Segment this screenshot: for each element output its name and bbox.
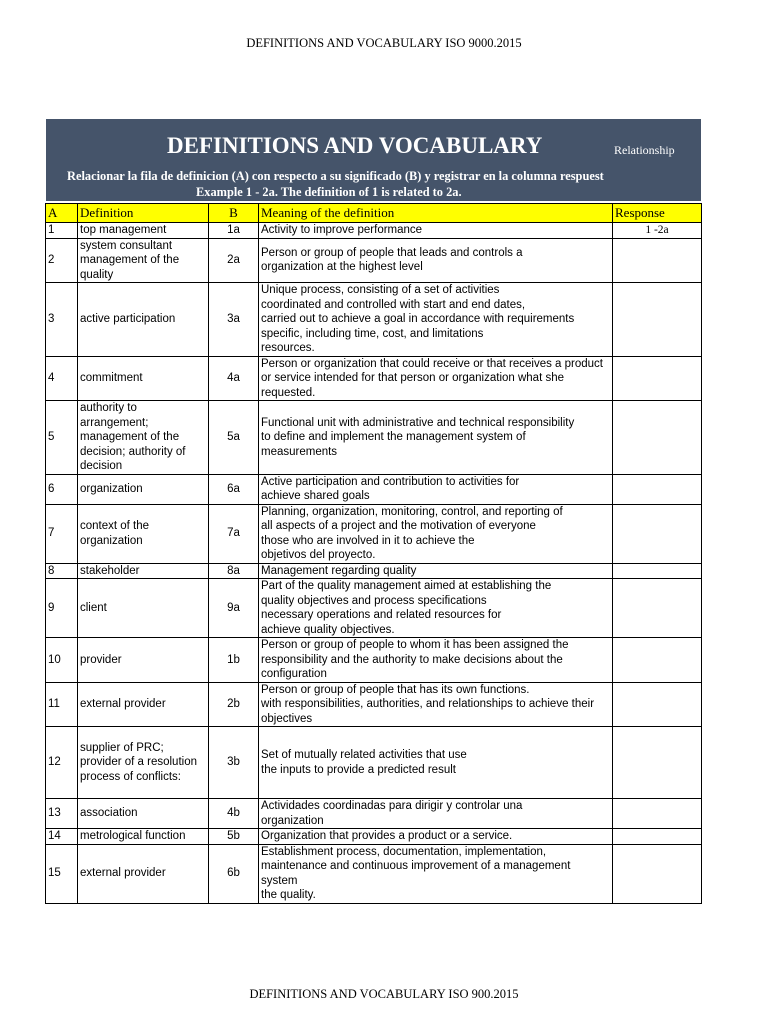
response-cell[interactable] <box>613 474 702 504</box>
definition-cell: commitment <box>78 356 209 401</box>
definition-cell: supplier of PRC; provider of a resolution process of conflicts: <box>78 727 209 799</box>
definition-cell: organization <box>78 474 209 504</box>
table-row <box>46 727 702 799</box>
row-number: 13 <box>46 799 78 829</box>
definition-cell: client <box>78 579 209 638</box>
meaning-cell: Actividades coordinadas para dirigir y controlar una organization <box>259 799 613 829</box>
response-cell[interactable] <box>613 504 702 563</box>
page-footer: DEFINITIONS AND VOCABULARY ISO 900.2015 <box>249 987 519 1001</box>
row-number: 5 <box>46 401 78 475</box>
meaning-code: 7a <box>209 504 259 563</box>
table-row <box>46 829 702 845</box>
meaning-cell: Person or organization that could receive or that receives a product or service intended for that person or organization what she requested. <box>259 356 613 401</box>
table-row <box>46 474 702 504</box>
table-row <box>46 799 702 829</box>
meaning-cell: Functional unit with administrative and technical responsibility to define and implement the management system of measurements <box>259 401 613 475</box>
table-row <box>46 844 702 903</box>
meaning-cell: Active participation and contribution to activities for achieve shared goals <box>259 474 613 504</box>
meaning-code: 8a <box>209 563 259 579</box>
meaning-code: 5b <box>209 829 259 845</box>
row-number: 4 <box>46 356 78 401</box>
meaning-cell: Planning, organization, monitoring, control, and reporting of all aspects of a project and the motivation of everyone those who are involved in it to achieve the objetivos del proyecto. <box>259 504 613 563</box>
table-row <box>46 638 702 683</box>
definitions-table <box>45 203 702 904</box>
meaning-code: 2b <box>209 682 259 727</box>
row-number: 6 <box>46 474 78 504</box>
row-number: 1 <box>46 223 78 239</box>
column-header-b: B <box>209 204 259 223</box>
meaning-code: 4b <box>209 799 259 829</box>
row-number: 14 <box>46 829 78 845</box>
definition-cell: top management <box>78 223 209 239</box>
table-row <box>46 238 702 283</box>
response-cell[interactable] <box>613 682 702 727</box>
relationship-label: Relationship <box>614 143 675 157</box>
meaning-code: 2a <box>209 238 259 283</box>
example-text: Example 1 - 2a. The definition of 1 is related to 2a. <box>196 185 462 199</box>
meaning-code: 6a <box>209 474 259 504</box>
meaning-cell: Unique process, consisting of a set of activities coordinated and controlled with start and end dates, carried out to achieve a goal in accordance with requirements specific, including time, cost, and limitations resources. <box>259 283 613 357</box>
meaning-cell: Establishment process, documentation, implementation, maintenance and continuous improvement of a management system the quality. <box>259 844 613 903</box>
response-cell[interactable] <box>613 401 702 475</box>
response-cell[interactable] <box>613 799 702 829</box>
banner-title: DEFINITIONS AND VOCABULARY <box>167 133 543 158</box>
response-cell[interactable] <box>613 829 702 845</box>
meaning-code: 1a <box>209 223 259 239</box>
definition-cell: metrological function <box>78 829 209 845</box>
response-cell[interactable] <box>613 238 702 283</box>
row-number: 11 <box>46 682 78 727</box>
row-number: 2 <box>46 238 78 283</box>
meaning-code: 4a <box>209 356 259 401</box>
meaning-code: 1b <box>209 638 259 683</box>
column-header-definition: Definition <box>78 204 209 223</box>
row-number: 9 <box>46 579 78 638</box>
table-row <box>46 356 702 401</box>
row-number: 15 <box>46 844 78 903</box>
column-header-response: Response <box>613 204 702 223</box>
title-banner <box>46 119 701 201</box>
meaning-cell: Part of the quality management aimed at establishing the quality objectives and process specifications necessary operations and related resources for achieve quality objectives. <box>259 579 613 638</box>
response-cell[interactable] <box>613 844 702 903</box>
meaning-code: 9a <box>209 579 259 638</box>
response-cell[interactable] <box>613 563 702 579</box>
meaning-cell: Management regarding quality <box>259 563 613 579</box>
meaning-cell: Person or group of people that leads and controls a organization at the highest level <box>259 238 613 283</box>
definition-cell: provider <box>78 638 209 683</box>
response-cell[interactable] <box>613 579 702 638</box>
response-cell[interactable] <box>613 727 702 799</box>
meaning-code: 3a <box>209 283 259 357</box>
meaning-code: 6b <box>209 844 259 903</box>
row-number: 10 <box>46 638 78 683</box>
definition-cell: external provider <box>78 682 209 727</box>
definition-cell: authority to arrangement; management of the decision; authority of decision <box>78 401 209 475</box>
definition-cell: context of the organization <box>78 504 209 563</box>
table-row <box>46 682 702 727</box>
meaning-cell: Set of mutually related activities that use the inputs to provide a predicted result <box>259 727 613 799</box>
table-row <box>46 283 702 357</box>
meaning-cell: Person or group of people that has its own functions. with responsibilities, authorities, and relationships to achieve their objectives <box>259 682 613 727</box>
meaning-code: 3b <box>209 727 259 799</box>
meaning-cell: Organization that provides a product or a service. <box>259 829 613 845</box>
meaning-code: 5a <box>209 401 259 475</box>
table-header-row <box>46 204 702 223</box>
row-number: 8 <box>46 563 78 579</box>
response-cell[interactable] <box>613 638 702 683</box>
row-number: 7 <box>46 504 78 563</box>
table-row <box>46 401 702 475</box>
column-header-meaning: Meaning of the definition <box>259 204 613 223</box>
response-cell[interactable]: 1 -2a <box>613 223 702 239</box>
response-cell[interactable] <box>613 356 702 401</box>
meaning-cell: Activity to improve performance <box>259 223 613 239</box>
definition-cell: external provider <box>78 844 209 903</box>
page-header: DEFINITIONS AND VOCABULARY ISO 9000.2015 <box>246 36 522 50</box>
definition-cell: active participation <box>78 283 209 357</box>
table-row <box>46 223 702 239</box>
row-number: 3 <box>46 283 78 357</box>
definition-cell: association <box>78 799 209 829</box>
response-cell[interactable] <box>613 283 702 357</box>
row-number: 12 <box>46 727 78 799</box>
column-header-a: A <box>46 204 78 223</box>
meaning-cell: Person or group of people to whom it has been assigned the responsibility and the authority to make decisions about the configuration <box>259 638 613 683</box>
table-row <box>46 579 702 638</box>
table-row <box>46 563 702 579</box>
definition-cell: system consultant management of the quality <box>78 238 209 283</box>
definition-cell: stakeholder <box>78 563 209 579</box>
instruction-text: Relacionar la fila de definicion (A) con respecto a su significado (B) y registrar en la columna respuest <box>67 169 604 183</box>
table-row <box>46 504 702 563</box>
